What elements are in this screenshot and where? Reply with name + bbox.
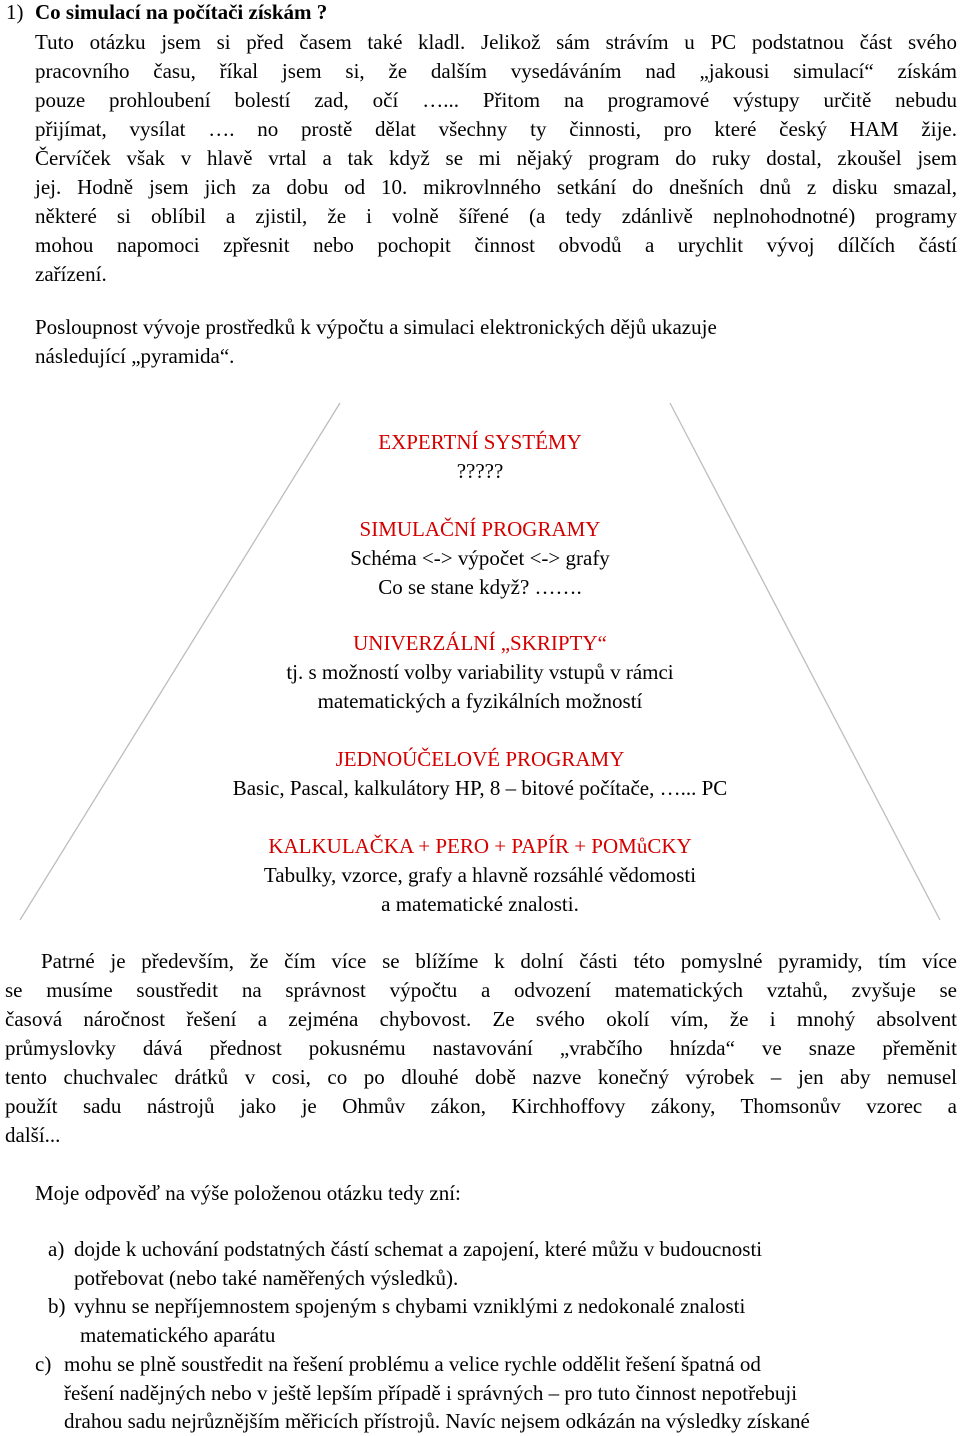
- text-line: jej. Hodně jsem jich za dobu od 10. mikrovlnného setkání do dnešních dnů z disku smazal,: [35, 175, 957, 199]
- text-line: některé si oblíbil a zjistil, že i volně šířené (a tedy zdánlivě neplnohodnotné) programy: [35, 204, 957, 228]
- pyramid-level-title: SIMULAČNÍ PROGRAMY: [359, 517, 601, 541]
- text-line: následující „pyramida“.: [35, 344, 235, 368]
- pyramid-level-text: Tabulky, vzorce, grafy a hlavně rozsáhlé vědomosti: [263, 863, 697, 887]
- pyramid-diagram: [0, 395, 960, 920]
- answer-intro: Moje odpověď na výše položenou otázku tedy zní:: [35, 1181, 461, 1205]
- text-line: časová náročnost řešení a zejména chybovost. Ze svého okolí vím, že i mnohý absolvent: [5, 1007, 957, 1031]
- list-item-text: matematického aparátu: [80, 1323, 276, 1347]
- text-line: zařízení.: [35, 262, 107, 286]
- list-item-text: řešení nadějných nebo v ještě lepším případě i správných – pro tuto činnost nepotřebuji: [64, 1381, 798, 1405]
- list-item-text: mohu se plně soustředit na řešení problému a velice rychle oddělit řešení špatná od: [64, 1352, 761, 1376]
- text-line: Červíček však v hlavě vrtal a tak když se mi nějaký program do ruky dostal, zkoušel jsem: [35, 146, 957, 170]
- pyramid-level-title: EXPERTNÍ SYSTÉMY: [378, 430, 582, 454]
- text-line: použít sadu nástrojů jako je Ohmův zákon, Kirchhoffovy zákony, Thomsonův vzorec a: [5, 1094, 957, 1118]
- pyramid-level-title: KALKULAČKA + PERO + PAPÍR + POMůCKY: [268, 834, 692, 858]
- intro-paragraph: [35, 28, 957, 289]
- pyramid-level-text: Schéma <-> výpočet <-> grafy: [350, 546, 610, 570]
- conclusion-paragraph: [5, 947, 957, 1150]
- pyramid-level-text: a matematické znalosti.: [381, 892, 579, 916]
- text-line: pouze prohloubení bolestí zad, očí …... Přitom na programové výstupy určitě nebudu: [35, 88, 957, 112]
- heading-title: Co simulací na počítači získám ?: [35, 0, 328, 24]
- pyramid-level-text: Basic, Pascal, kalkulátory HP, 8 – bitové počítače, …... PC: [232, 776, 728, 800]
- text-line: mohou napomoci zpřesnit nebo pochopit činnost obvodů a urychlit vývoj dílčích částí: [35, 233, 957, 257]
- text-line: Posloupnost vývoje prostředků k výpočtu a simulaci elektronických dějů ukazuje: [35, 315, 717, 339]
- pyramid-level-text: ?????: [456, 459, 504, 483]
- pyramid-level-text: Co se stane když? …….: [378, 575, 582, 599]
- list-item-text: drahou sadu nejrůznějším měřicích přístrojů. Navíc nejsem odkázán na výsledky získané: [64, 1409, 810, 1433]
- list-item-text: dojde k uchování podstatných částí schemat a zapojení, které můžu v budoucnosti: [74, 1237, 763, 1261]
- list-item-text: potřebovat (nebo také naměřených výsledků).: [74, 1266, 459, 1290]
- text-line: tento chuchvalec drátků v cosi, co po dlouhé době nazve konečný výrobek – jen aby nemusel: [5, 1065, 957, 1089]
- list-item-text: vyhnu se nepříjemnostem spojeným s chybami vzniklými z nedokonalé znalosti: [74, 1294, 746, 1318]
- text-line: Patrné je především, že čím více se blížíme k dolní části této pomyslné pyramidy, tím více: [41, 949, 957, 973]
- list-marker: a): [48, 1237, 65, 1261]
- pyramid-level-title: JEDNOÚČELOVÉ PROGRAMY: [335, 747, 625, 771]
- text-line: se musíme soustředit na správnost výpočtu a odvození matematických vztahů, zvyšuje se: [5, 978, 957, 1002]
- pyramid-level-title: UNIVERZÁLNÍ „SKRIPTY“: [353, 631, 607, 655]
- text-line: pracovního času, říkal jsem si, že dalším vysedáváním nad „jakousi simulací“ získám: [35, 59, 957, 83]
- text-line: průmyslovky dává přednost pokusnému nastavování „vrabčího hnízda“ ve snaze přeměnit: [5, 1036, 957, 1060]
- text-line: další...: [5, 1123, 61, 1147]
- pyramid-intro-paragraph: [35, 313, 957, 371]
- list-marker: c): [35, 1352, 52, 1376]
- text-line: Tuto otázku jsem si před časem také kladl. Jelikož sám strávím u PC podstatnou část svého: [35, 30, 957, 54]
- pyramid-level-text: tj. s možností volby variability vstupů v rámci: [286, 660, 674, 684]
- text-line: přijímat, vysílat …. no prostě dělat všechny ty činnosti, pro které český HAM žije.: [35, 117, 957, 141]
- list-marker: b): [48, 1294, 66, 1318]
- heading-number: 1): [6, 0, 24, 24]
- pyramid-level-text: matematických a fyzikálních možností: [317, 689, 643, 713]
